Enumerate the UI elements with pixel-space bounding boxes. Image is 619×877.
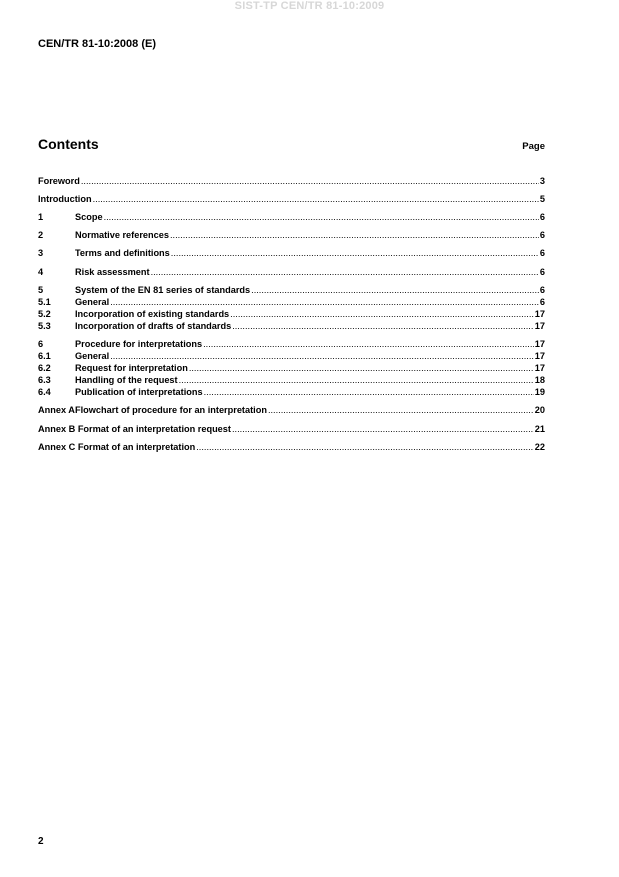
toc-entry-title: General	[75, 351, 110, 361]
toc-entry-introduction[interactable]	[38, 194, 545, 205]
toc-entry-page: 6	[539, 297, 545, 307]
toc-entry-number: 5.1	[38, 297, 51, 307]
toc-entry-title: Foreword	[38, 176, 80, 186]
contents-title: Contents	[38, 136, 99, 152]
dot-leader	[189, 363, 534, 374]
toc-entry-title: Terms and definitions	[75, 248, 170, 258]
toc-entry-6-2-request[interactable]	[38, 363, 545, 374]
toc-entry-5-3-drafts[interactable]	[38, 321, 545, 332]
toc-entry-number: 2	[38, 230, 44, 240]
toc-entry-title: Risk assessment	[75, 267, 150, 277]
toc-entry-terms-definitions[interactable]	[38, 248, 545, 259]
toc-entry-title: Normative references	[75, 230, 169, 240]
dot-leader	[268, 405, 534, 416]
dot-leader	[104, 212, 539, 223]
toc-entry-title: System of the EN 81 series of standards	[75, 285, 251, 295]
dot-leader	[110, 297, 539, 308]
toc-entry-number: 6.1	[38, 351, 51, 361]
toc-entry-6-4-publication[interactable]	[38, 387, 545, 398]
toc-entry-foreword[interactable]	[38, 176, 545, 187]
toc-entry-number: 6.2	[38, 363, 51, 373]
toc-entry-page: 6	[539, 212, 545, 222]
watermark: SIST-TP CEN/TR 81-10:2009	[234, 0, 385, 12]
toc-entry-title: Incorporation of drafts of standards	[75, 321, 232, 331]
dot-leader	[251, 285, 539, 296]
toc-entry-system-en81[interactable]	[38, 285, 545, 296]
toc-entry-page: 17	[534, 321, 545, 331]
toc-entry-number: 6	[38, 339, 44, 349]
toc-entry-normative-references[interactable]	[38, 230, 545, 241]
toc-entry-number: 1	[38, 212, 44, 222]
dot-leader	[110, 351, 534, 362]
dot-leader	[170, 230, 539, 241]
toc-entry-title: Introduction	[38, 194, 92, 204]
toc-entry-title: Procedure for interpretations	[75, 339, 203, 349]
toc-entry-number: 3	[38, 248, 44, 258]
dot-leader	[232, 321, 534, 332]
dot-leader	[230, 309, 534, 320]
toc-entry-page: 5	[539, 194, 545, 204]
page-column-label: Page	[522, 141, 545, 152]
dot-leader	[81, 176, 539, 187]
toc-entry-annex-b[interactable]	[38, 424, 545, 435]
dot-leader	[232, 424, 534, 435]
toc-entry-number: 4	[38, 267, 44, 277]
toc-entry-annex-c[interactable]	[38, 442, 545, 453]
toc-entry-number: 5.2	[38, 309, 51, 319]
dot-leader	[151, 267, 539, 278]
toc-entry-page: 17	[534, 363, 545, 373]
toc-entry-page: 20	[534, 405, 545, 415]
toc-entry-number: 5	[38, 285, 44, 295]
toc-entry-title: Publication of interpretations	[75, 387, 203, 397]
toc-entry-page: 6	[539, 267, 545, 277]
toc-entry-number: 6.3	[38, 375, 51, 385]
dot-leader	[93, 194, 539, 205]
toc-entry-annex-a[interactable]	[38, 405, 545, 416]
toc-entry-page: 6	[539, 230, 545, 240]
toc-entry-5-2-existing-standards[interactable]	[38, 309, 545, 320]
toc-entry-title: Request for interpretation	[75, 363, 188, 373]
toc-entry-page: 19	[534, 387, 545, 397]
document-id: CEN/TR 81-10:2008 (E)	[38, 38, 156, 50]
toc-entry-title: Annex C Format of an interpretation	[38, 442, 196, 452]
toc-entry-title: Flowchart of procedure for an interpretation	[75, 405, 267, 415]
toc-entry-page: 6	[539, 285, 545, 295]
toc-entry-page: 18	[534, 375, 545, 385]
dot-leader	[196, 442, 534, 453]
toc-entry-page: 22	[534, 442, 545, 452]
toc-entry-title: Scope	[75, 212, 103, 222]
toc-entry-procedure-interpretations[interactable]	[38, 339, 545, 350]
toc-entry-page: 17	[534, 309, 545, 319]
toc-entry-5-1-general[interactable]	[38, 297, 545, 308]
toc-entry-title: Incorporation of existing standards	[75, 309, 230, 319]
toc-entry-risk-assessment[interactable]	[38, 267, 545, 278]
dot-leader	[203, 339, 534, 350]
toc-entry-page: 6	[539, 248, 545, 258]
toc-entry-title: Handling of the request	[75, 375, 178, 385]
toc-entry-6-3-handling[interactable]	[38, 375, 545, 386]
toc-entry-page: 17	[534, 351, 545, 361]
toc-entry-6-1-general[interactable]	[38, 351, 545, 362]
toc-entry-title: Annex B Format of an interpretation request	[38, 424, 231, 434]
dot-leader	[171, 248, 539, 259]
toc-entry-number: Annex A	[38, 405, 75, 415]
toc-entry-scope[interactable]	[38, 212, 545, 223]
toc-entry-page: 21	[534, 424, 545, 434]
toc-entry-number: 6.4	[38, 387, 51, 397]
toc-entry-title: General	[75, 297, 110, 307]
toc-entry-page: 17	[534, 339, 545, 349]
toc-entry-page: 3	[539, 176, 545, 186]
page-number: 2	[38, 836, 44, 847]
dot-leader	[204, 387, 534, 398]
toc-entry-number: 5.3	[38, 321, 51, 331]
dot-leader	[179, 375, 534, 386]
